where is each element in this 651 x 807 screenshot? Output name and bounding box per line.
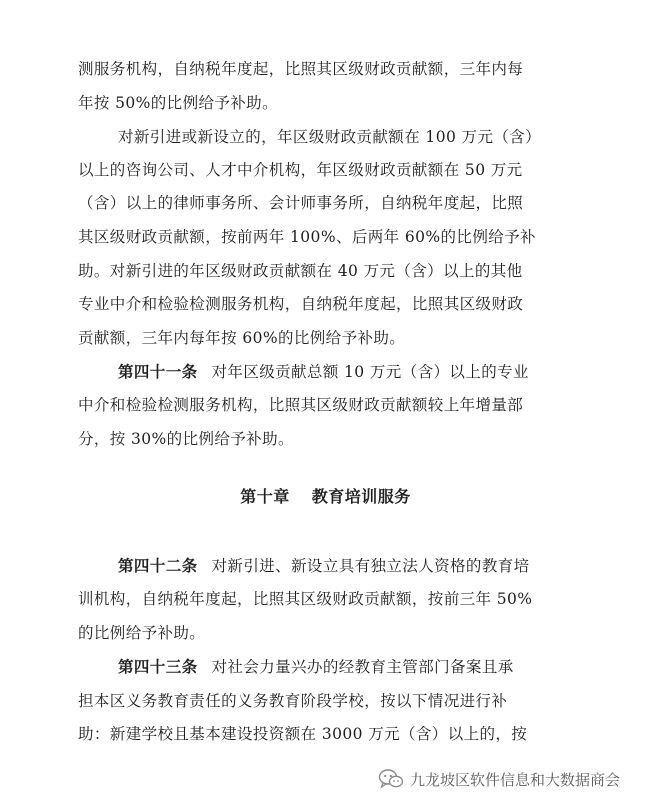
text-line: 年按 50%的比例给予补助。	[78, 94, 278, 112]
chapter-number: 第十章	[240, 487, 290, 506]
chapter-title: 教育培训服务	[311, 487, 411, 506]
article-42	[118, 555, 578, 579]
text-line: 中介和检验检测服务机构，比照其区级财政贡献额较上年增量部	[78, 396, 524, 414]
article-43	[118, 656, 578, 680]
article-text: 对社会力量兴办的经教育主管部门备案且承	[211, 658, 514, 676]
text-line: （含）以上的律师事务所、会计师事务所，自纳税年度起，比照	[78, 194, 524, 212]
text-line: 其区级财政贡献额，按前两年 100%、后两年 60%的比例给予补	[78, 228, 536, 246]
text-line: 助。对新引进的年区级财政贡献额在 40 万元（含）以上的其他	[78, 262, 523, 280]
article-41	[118, 361, 578, 385]
article-text: 对新引进、新设立具有独立法人资格的教育培	[211, 557, 530, 575]
text-line: 训机构，自纳税年度起，比照其区级财政贡献额，按前三年 50%	[78, 590, 533, 608]
text-line: 分，按 30%的比例给予补助。	[78, 430, 294, 448]
wechat-watermark	[378, 766, 620, 792]
article-label: 第四十三条	[118, 658, 198, 676]
article-label: 第四十二条	[118, 557, 198, 575]
watermark-text: 九龙坡区软件信息和大数据商会	[410, 770, 621, 789]
text-line: 助：新建学校且基本建设投资额在 3000 万元（含）以上的，按	[78, 725, 528, 743]
text-line: 的比例给予补助。	[78, 624, 206, 642]
text-line: 对新引进或新设立的，年区级财政贡献额在 100 万元（含）	[118, 128, 542, 146]
text-line: 专业中介和检验检测服务机构，自纳税年度起，比照其区级财政	[78, 295, 524, 313]
wechat-icon	[378, 768, 404, 790]
text-line: 测服务机构，自纳税年度起，比照其区级财政贡献额，三年内每	[78, 60, 524, 78]
chapter-heading	[0, 484, 651, 507]
article-text: 对年区级贡献总额 10 万元（含）以上的专业	[211, 363, 529, 381]
article-label: 第四十一条	[118, 363, 198, 381]
text-line: 以上的咨询公司、人才中介机构，年区级财政贡献额在 50 万元	[78, 161, 523, 179]
text-line: 贡献额，三年内每年按 60%的比例给予补助。	[78, 329, 406, 347]
text-line: 担本区义务教育责任的义务教育阶段学校，按以下情况进行补	[78, 692, 508, 710]
